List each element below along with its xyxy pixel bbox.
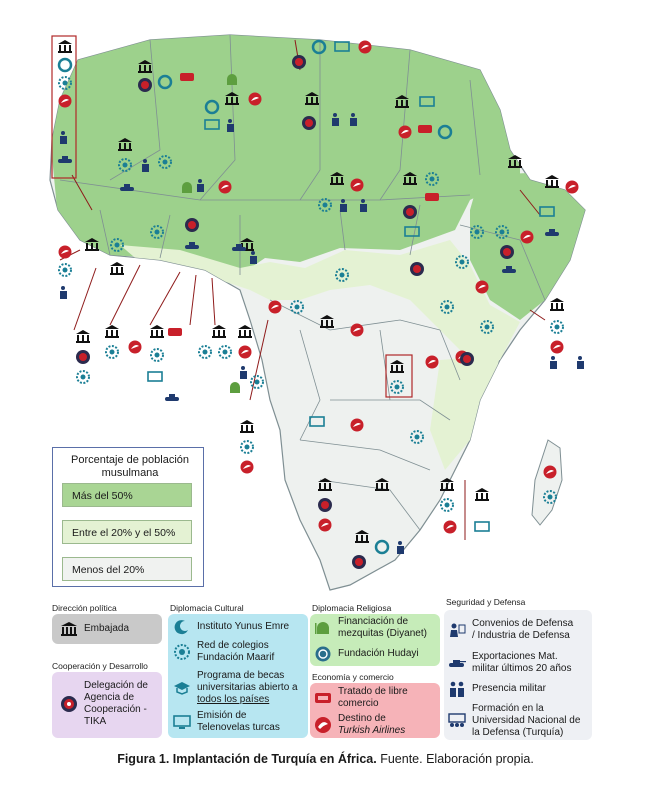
legend-airlines: Destino de Turkish Airlines (314, 713, 405, 737)
map-marker-maa-icon (219, 346, 231, 358)
caption-source: Fuente. Elaboración propia. (376, 752, 534, 766)
map-marker-air-icon (476, 281, 489, 294)
map-marker-emb-icon (550, 298, 564, 311)
map-marker-emb-icon (240, 420, 254, 433)
yunus-emre-icon (173, 618, 191, 636)
military-presence-icon (448, 680, 466, 698)
map-marker-air-icon (241, 461, 254, 474)
map-marker-air-icon (269, 301, 282, 314)
legend-trade: Tratado de libre comercio (314, 686, 408, 710)
map-marker-tika-icon (403, 205, 417, 219)
map-marker-air-icon (399, 126, 412, 139)
map-marker-air-icon (249, 93, 262, 106)
legend-maarif: Red de colegios Fundación Maarif (173, 640, 274, 664)
map-marker-maa-icon (106, 346, 118, 358)
map-marker-emb-icon (58, 40, 72, 53)
legend-defense-agreement: Convenios de Defensa / Industria de Defensa (448, 618, 573, 642)
map-marker-def-icon (550, 356, 557, 369)
hudayi-icon (314, 645, 332, 663)
map-marker-tika-icon (318, 498, 332, 512)
map-marker-def-icon (577, 356, 584, 369)
map-marker-tank-icon (165, 394, 179, 401)
map-marker-emb-icon (238, 325, 252, 338)
map-marker-def-icon (60, 286, 67, 299)
map-marker-mos-icon (227, 74, 237, 85)
legend-title: Porcentaje de población musulmana (70, 454, 190, 479)
section-title-seguridad: Seguridad y Defensa (446, 597, 526, 607)
legend-tika: Delegación de Agencia de Cooperación - TIKA (60, 680, 148, 728)
scholarship-icon (173, 679, 191, 697)
section-title-cultural: Diplomacia Cultural (170, 603, 244, 613)
map-marker-air-icon (59, 246, 72, 259)
map-marker-tika-icon (185, 218, 199, 232)
map-marker-tika-icon (292, 55, 306, 69)
map-marker-air-icon (59, 95, 72, 108)
map-marker-trade-icon (168, 328, 182, 336)
map-marker-maa-icon (59, 264, 71, 276)
map-marker-tika-icon (410, 262, 424, 276)
legend-defense-university: Formación en la Universidad Nacional de la Defensa (Turquía) (448, 703, 580, 739)
map-marker-air-icon (319, 519, 332, 532)
map-marker-maa-icon (199, 346, 211, 358)
legend-hudayi: Fundación Hudayi (314, 645, 419, 663)
map-marker-mos-icon (182, 182, 192, 193)
map-marker-emb-icon (475, 488, 489, 501)
legend-yunus-emre: Instituto Yunus Emre (173, 618, 289, 636)
map-marker-trade-icon (425, 193, 439, 201)
map-marker-maa-icon (241, 441, 253, 453)
map-marker-air-icon (521, 231, 534, 244)
map-marker-tika-icon (76, 350, 90, 364)
map-marker-air-icon (219, 181, 232, 194)
map-marker-def-icon (240, 366, 247, 379)
map-marker-emb-icon (76, 330, 90, 343)
map-marker-air-icon (544, 466, 557, 479)
legend-row-more-50: Más del 50% (62, 483, 192, 507)
legend-row-20-50: Entre el 20% y el 50% (62, 520, 192, 544)
diyanet-mosque-icon (314, 619, 332, 637)
madagascar (532, 440, 562, 525)
region-east-coast (430, 355, 500, 470)
map-marker-maa-icon (441, 499, 453, 511)
section-title-cooperacion: Cooperación y Desarrollo (52, 661, 148, 671)
map-marker-tika-icon (138, 78, 152, 92)
map-marker-emb-icon (545, 175, 559, 188)
map-marker-tika-icon (460, 352, 474, 366)
tank-icon (448, 654, 466, 672)
map-marker-air-icon (566, 181, 579, 194)
map-marker-air-icon (359, 41, 372, 54)
trade-agreement-icon (314, 689, 332, 707)
turkish-airlines-icon (314, 716, 332, 734)
map-marker-air-icon (426, 356, 439, 369)
legend-tank-exports: Exportaciones Mat. militar últimos 20 años (448, 651, 571, 675)
map-marker-air-icon (239, 346, 252, 359)
map-marker-tika-icon (302, 116, 316, 130)
section-title-religiosa: Diplomacia Religiosa (312, 603, 392, 613)
figure-caption (0, 752, 651, 766)
legend-military-presence: Presencia militar (448, 680, 546, 698)
section-title-economia: Economía y comercio (312, 672, 394, 682)
map-marker-maa-icon (551, 321, 563, 333)
map-marker-yun-icon (59, 59, 71, 71)
legend-diyanet: Financiación de mezquitas (Diyanet) (314, 616, 427, 640)
defense-university-icon (448, 712, 466, 730)
map-marker-mos-icon (230, 382, 240, 393)
map-marker-trade-icon (180, 73, 194, 81)
legend-embajada (60, 620, 129, 638)
map-marker-maa-icon (77, 371, 89, 383)
map-marker-emb-icon (212, 325, 226, 338)
map-marker-tika-icon (500, 245, 514, 259)
map-marker-maa-icon (151, 349, 163, 361)
map-marker-air-icon (444, 521, 457, 534)
map-marker-air-icon (351, 324, 364, 337)
telenovela-icon (173, 713, 191, 731)
map-marker-air-icon (351, 179, 364, 192)
map-marker-tv-icon (475, 522, 489, 531)
tika-icon (60, 695, 78, 713)
map-marker-tika-icon (352, 555, 366, 569)
map-marker-air-icon (129, 341, 142, 354)
map-marker-tv-icon (148, 372, 162, 381)
defense-agreement-icon (448, 621, 466, 639)
map-marker-air-icon (551, 341, 564, 354)
legend-row-less-20: Menos del 20% (62, 557, 192, 581)
label-embajada: Embajada (84, 623, 130, 634)
section-title-politica: Dirección política (52, 603, 117, 613)
legend-scholarship: Programa de becas universitarias abierto a todos los países (173, 670, 298, 706)
map-marker-emb-icon (150, 325, 164, 338)
map-marker-emb-icon (110, 262, 124, 275)
map-marker-emb-icon (105, 325, 119, 338)
map-marker-air-icon (351, 419, 364, 432)
map-marker-trade-icon (418, 125, 432, 133)
region-horn-majority (470, 170, 600, 320)
legend-telenovelas: Emisión de Telenovelas turcas (173, 710, 280, 734)
maarif-icon (173, 643, 191, 661)
caption-bold: Figura 1. Implantación de Turquía en África. (117, 752, 377, 766)
embassy-icon (60, 620, 78, 638)
